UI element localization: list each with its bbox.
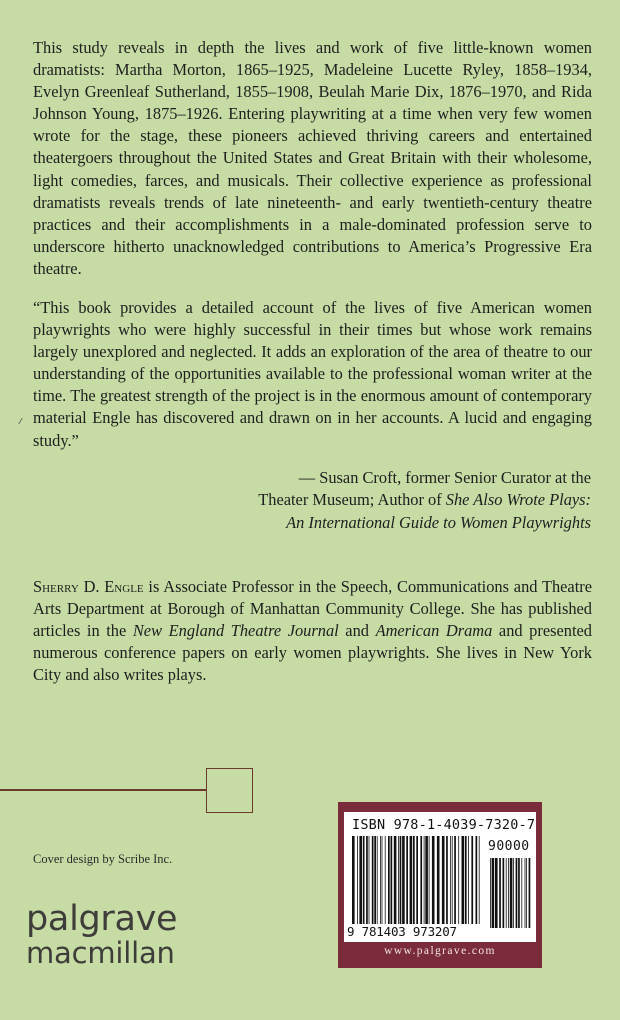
barcode-bar [450,836,451,924]
cover-credit: Cover design by Scribe Inc. [33,852,173,866]
author-bio [33,576,592,686]
barcode-bar [518,858,520,928]
review-quote: “This book provides a detailed account of the lives of five American women playwrights who were highly successful in their times but whose work remains largely unexplored and neglected. It adds an exploration of the area of theatre to our understanding of the opportunities available to the professional woman writer at the time. The greatest strength of the project is in the enormous amount of contemporary material Engle has discovered and drawn on in her accounts. A lucid and engaging study.” [33,298,592,450]
attribution-line-1: — Susan Croft, former Senior Curator at the [298,468,591,487]
barcode-bar [479,836,480,924]
barcode-bar [432,836,435,924]
publisher-logo-line2: macmillan [26,936,175,970]
barcode-bar [391,836,393,924]
barcode-bar [490,858,491,928]
barcode-bar [410,836,413,924]
barcode-bar [513,858,514,928]
barcode-bar [452,836,453,924]
barcode-bar [442,836,445,924]
barcode-bar [363,836,365,924]
barcode-bar [510,858,513,928]
barcode-bar [394,836,397,924]
barcode-bar [416,836,418,924]
barcode-bar [400,836,402,924]
barcode-bar [385,836,386,924]
barcode-bar [458,836,459,924]
barcode-bar [406,836,408,924]
barcode-bar [446,836,448,924]
barcode-bar [352,836,355,924]
barcode-bar [508,858,509,928]
barcode-bar [454,836,456,924]
publisher-logo [26,899,178,970]
journal-name-1: New England Theatre Journal [132,621,339,641]
decorative-square [206,768,253,813]
barcode-bar [369,836,370,924]
barcode-bar [388,836,390,924]
barcode-ean-number: 9 781403 973207 [347,924,457,939]
barcode-bar [525,858,526,928]
book-title-part2: An International Guide to Women Playwrights [286,512,591,532]
barcode-bar [374,836,376,924]
bio-text-1: is Associate Professor in the Speech, Communications and Theatre Arts Department at Borough of Manhattan Community College. She has published articles in the [33,577,592,641]
book-title-part1: She Also Wrote Plays: [445,490,591,510]
book-description: This study reveals in depth the lives and work of five little-known women dramatists: Martha Morton, 1865–1925, Madeleine Lucette Ryley, 1858–1934, Evelyn Greenleaf Sutherland, 1855–1908, Beulah Marie Dix, 1876–1970, and Rida Johnson Young, 1875–1926. Entering playwriting at a time when very few women wrote for the stage, these pioneers achieved thriving careers and entertained theatergoers throughout the United States and Great Britain with their wholesome, light comedies, farces, and musicals. Their collective experience as professional dramatists reveals trends of late nineteenth- and early twentieth-century theatre practices and their accomplishments in a male-dominated profession serve to underscore hitherto unacknowledged contributions to America’s Progressive Era theatre. [33,38,592,278]
barcode-bar [465,836,467,924]
barcode-bar [424,836,425,924]
barcode-bar [526,858,527,928]
barcode-bar [366,836,368,924]
barcode-bar [437,836,440,924]
barcode-bar [372,836,374,924]
barcode-bar [471,836,473,924]
barcode-bar [503,858,505,928]
isbn-label: ISBN 978-1-4039-7320-7 [352,817,536,833]
barcode-bar [462,836,465,924]
bio-text-3: and presented numerous conference papers on early women playwrights. She lives in New York City and also writes plays. [33,621,592,685]
barcode-bar [398,836,399,924]
barcode-bar [529,858,531,928]
attribution-prefix: Theater Museum; Author of [258,490,446,510]
barcode-addon-bars [490,858,532,928]
publisher-logo-line1: palgrave [26,899,178,939]
margin-mark [18,418,27,424]
barcode-bar [425,836,428,924]
barcode-area [344,812,536,942]
barcode-bar [468,836,469,924]
barcode-addon-number: 90000 [488,839,530,854]
barcode-bars [352,836,484,924]
publisher-url: www.palgrave.com [384,945,496,957]
barcode-bar [402,836,405,924]
barcode-bar [516,858,518,928]
decorative-rule [0,789,206,791]
barcode-bar [380,836,381,924]
barcode-bar [495,858,498,928]
barcode-bar [420,836,422,924]
barcode-bar [521,858,522,928]
barcode-bar [492,858,495,928]
barcode-bar [506,858,507,928]
attribution-line-3 [258,512,591,534]
barcode-bar [413,836,415,924]
bio-text-2: and [338,621,376,641]
author-name: Sherry D. Engle [33,577,144,596]
barcode-bar [382,836,383,924]
barcode-bar [429,836,430,924]
journal-name-2: American Drama [375,621,493,641]
attribution-line-2 [258,489,591,511]
barcode-bar [357,836,358,924]
barcode-bar [377,836,378,924]
barcode-bar [499,858,501,928]
barcode-bar [476,836,478,924]
barcode-panel [338,802,542,968]
barcode-bar [359,836,362,924]
quote-attribution [258,467,591,534]
